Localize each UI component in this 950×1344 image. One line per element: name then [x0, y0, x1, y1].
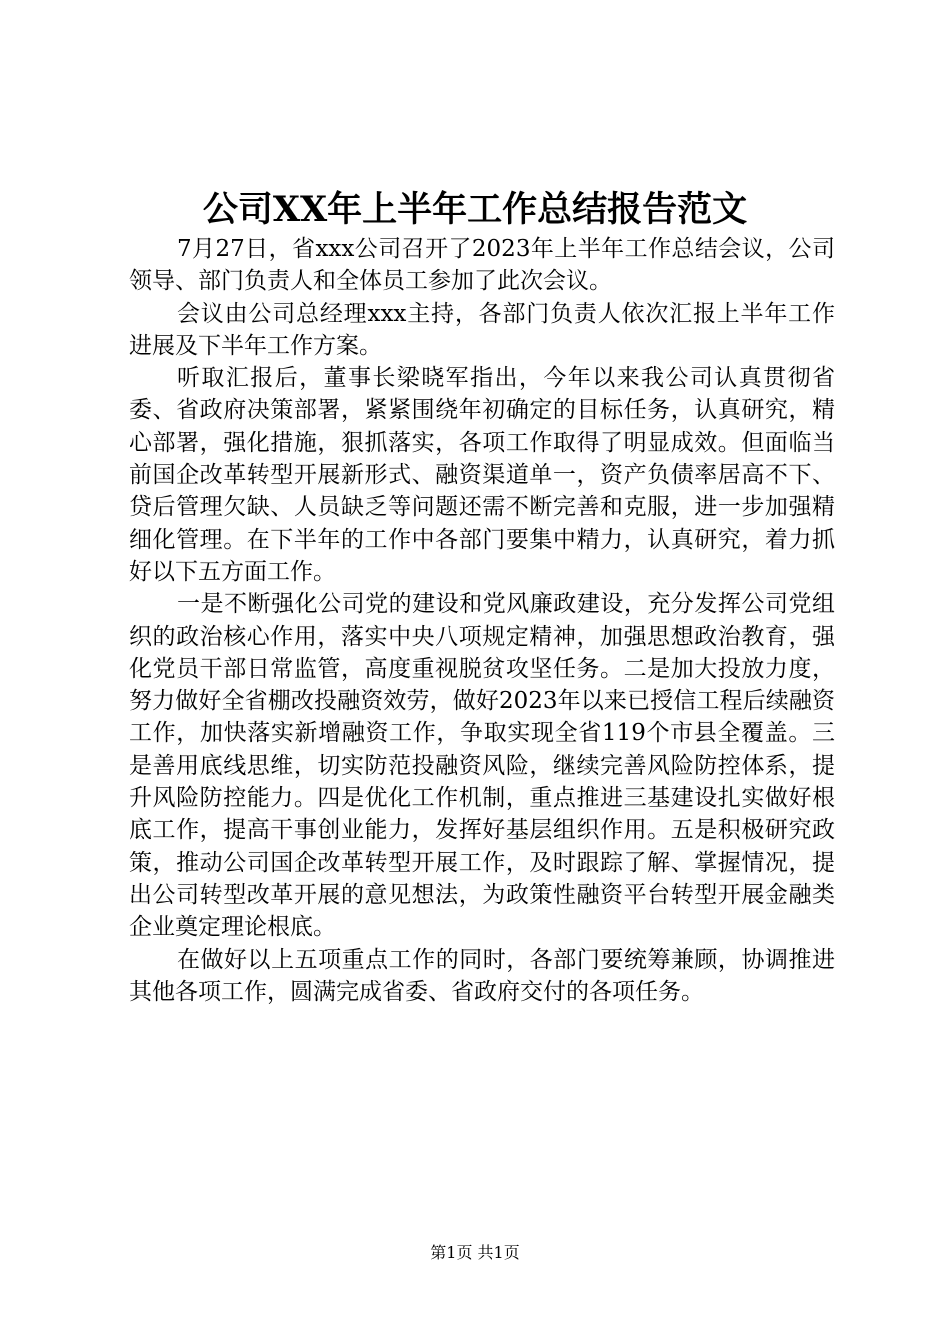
document-body	[129, 233, 835, 1008]
paragraph-five-tasks: 一是不断强化公司党的建设和党风廉政建设，充分发挥公司党组织的政治核心作用，落实中央八项规定精神，加强思想政治教育，强化党员干部日常监管，高度重视脱贫攻坚任务。二是加大投放力度，努力做好全省棚改投融资效劳，做好2023年以来已授信工程后续融资工作，加快落实新增融资工作，争取实现全省119个市县全覆盖。三是善用底线思维，切实防范投融资风险，继续完善风险防控体系，提升风险防控能力。四是优化工作机制，重点推进三基建设扎实做好根底工作，提高干事创业能力，发挥好基层组织作用。五是积极研究政策，推动公司国企改革转型开展工作，及时跟踪了解、掌握情况，提出公司转型改革开展的意见想法，为政策性融资平台转型开展金融类企业奠定理论根底。	[129, 591, 835, 941]
page-number-total: 共1页	[477, 1243, 520, 1262]
paragraph-meeting-intro: 7月27日，省xxx公司召开了2023年上半年工作总结会议，公司领导、部门负责人和全体员工参加了此次会议。	[129, 236, 835, 295]
paragraph-chairman-remarks: 听取汇报后，董事长梁晓军指出，今年以来我公司认真贯彻省委、省政府决策部署，紧紧围绕年初确定的目标任务，认真研究，精心部署，强化措施，狠抓落实，各项工作取得了明显成效。但面临当前国企改革转型开展新形式、融资渠道单一，资产负债率居高不下、贷后管理欠缺、人员缺乏等问题还需不断完善和克服，进一步加强精细化管理。在下半年的工作中各部门要集中精力，认真研究，着力抓好以下五方面工作。	[129, 365, 835, 585]
document-title: 公司XX年上半年工作总结报告范文	[202, 189, 748, 230]
paragraph-conclusion: 在做好以上五项重点工作的同时，各部门要统筹兼顾，协调推进其他各项工作，圆满完成省委、省政府交付的各项任务。	[129, 946, 835, 1005]
paragraph-meeting-host: 会议由公司总经理xxx主持，各部门负责人依次汇报上半年工作进展及下半年工作方案。	[129, 300, 835, 359]
page-number-current: 第1页	[430, 1243, 473, 1262]
page-footer	[0, 1241, 950, 1265]
